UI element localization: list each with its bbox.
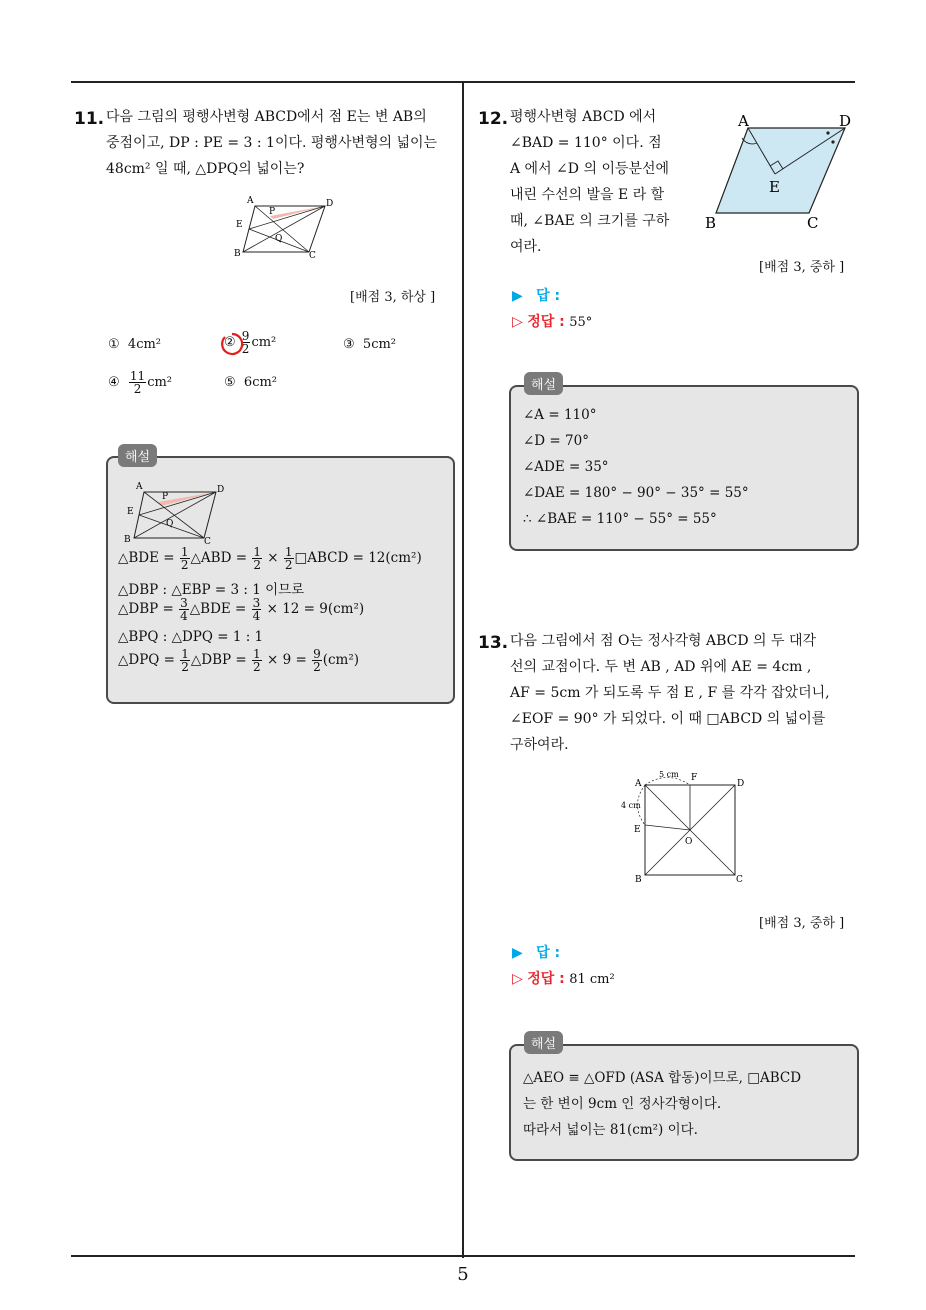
q12-line-2: ∠BAD = 110° 이다. 점 xyxy=(510,135,662,151)
q11-solution-box xyxy=(106,456,455,704)
answer-label: 답 : xyxy=(536,288,561,304)
q12-sol-line-2: ∠D = 70° xyxy=(523,433,589,449)
q11-fig-label-q: Q xyxy=(275,234,283,244)
option-mark: ⑤ xyxy=(224,375,236,390)
option-mark: ③ xyxy=(343,337,355,352)
q11-sol-fig-label-q: Q xyxy=(166,519,174,529)
question-13-text xyxy=(510,628,830,758)
q12-sol-line-1: ∠A = 110° xyxy=(523,407,597,423)
q11-fig-label-a: A xyxy=(247,196,254,206)
q11-option-4[interactable] xyxy=(108,370,172,395)
q11-solution-figure xyxy=(116,480,228,544)
option-unit: cm² xyxy=(251,335,277,350)
q12-fig-label-e: E xyxy=(769,178,780,196)
correct-arrow-icon: ▷ xyxy=(512,314,523,330)
q12-line-6: 여라. xyxy=(510,239,542,255)
q11-fig-label-e: E xyxy=(236,220,243,230)
q12-solution-tag: 해설 xyxy=(524,372,563,395)
column-divider xyxy=(462,83,464,1258)
q13-line-3: AF = 5cm 가 되도록 두 점 E , F 를 각각 잡았더니, xyxy=(510,685,830,701)
answer-label: 답 : xyxy=(536,945,561,961)
q13-figure xyxy=(618,768,752,886)
question-11-text xyxy=(106,104,437,182)
q11-fig-label-p: P xyxy=(269,207,276,217)
question-12-text xyxy=(510,104,669,260)
q13-fig-label-e: E xyxy=(634,825,641,835)
option-mark: ① xyxy=(108,337,120,352)
q13-fig-label-af: 5 cm xyxy=(659,770,679,779)
q13-fig-label-b: B xyxy=(635,875,642,885)
q12-sol-line-3: ∠ADE = 35° xyxy=(523,459,609,475)
q11-solution-tag: 해설 xyxy=(118,444,157,467)
q12-fig-label-c: C xyxy=(807,214,819,232)
q12-correct-row xyxy=(512,311,592,331)
option-value: 6cm² xyxy=(243,375,278,390)
q11-sol-fig-label-a: A xyxy=(136,482,143,492)
q11-line-1: 다음 그림의 평행사변형 ABCD에서 점 E는 변 AB의 xyxy=(106,109,427,125)
q12-answer-row xyxy=(512,285,560,305)
q12-sol-line-4: ∠DAE = 180° − 90° − 35° = 55° xyxy=(523,485,749,501)
q11-score: [배점 3, 하상 ] xyxy=(350,290,436,305)
q12-fig-label-a: A xyxy=(738,112,749,130)
q13-sol-line-3: 따라서 넓이는 81(cm²) 이다. xyxy=(523,1122,698,1138)
q12-line-5: 때, ∠BAE 의 크기를 구하 xyxy=(510,213,670,229)
q12-fig-label-d: D xyxy=(839,112,852,130)
q11-option-2[interactable] xyxy=(224,330,276,355)
q12-figure xyxy=(700,112,860,234)
page-number: 5 xyxy=(457,1264,469,1285)
q11-line-3: 48cm² 일 때, △DPQ의 넓이는? xyxy=(106,161,305,177)
q12-score: [배점 3, 중하 ] xyxy=(759,260,845,275)
q12-fig-label-b: B xyxy=(705,214,717,232)
q11-sol-fig-label-c: C xyxy=(204,537,211,544)
q11-sol-line-2: △DBP : △EBP = 3 : 1 이므로 xyxy=(118,582,305,598)
q11-sol-fig-label-p: P xyxy=(162,492,169,502)
q11-sol-fig-label-e: E xyxy=(127,507,134,517)
answer-arrow-icon: ▶ xyxy=(512,945,523,961)
q13-line-2: 선의 교점이다. 두 변 AB , AD 위에 AE = 4cm , xyxy=(510,659,812,675)
q12-line-3: A 에서 ∠D 의 이등분선에 xyxy=(510,161,670,177)
q11-option-1[interactable] xyxy=(108,337,161,352)
q11-sol-line-1: △BDE = $\frac{1}{2}$ △ABD = $\frac{1}{2}$ × $\frac{1}{2}$ □ABCD = 12(cm²) xyxy=(118,545,422,572)
q11-figure xyxy=(225,194,337,260)
q13-line-1: 다음 그림에서 점 O는 정사각형 ABCD 의 두 대각 xyxy=(510,633,817,649)
selected-circle-icon xyxy=(219,331,245,357)
q13-fig-label-o: O xyxy=(685,837,693,847)
question-11-number: 11. xyxy=(74,109,105,129)
question-13-number: 13. xyxy=(478,633,509,653)
q11-sol-line-5: △DPQ = $\frac{1}{2}$ △DBP = $\frac{1}{2}$ × 9 = $\frac{9}{2}$ (cm²) xyxy=(118,647,360,674)
q12-line-1: 평행사변형 ABCD 에서 xyxy=(510,109,657,125)
q11-sol-fig-label-d: D xyxy=(217,485,225,495)
q13-solution-box xyxy=(509,1044,859,1161)
correct-value: 55° xyxy=(569,315,593,330)
q13-score: [배점 3, 중하 ] xyxy=(759,916,845,931)
option-value: 5cm² xyxy=(362,337,397,352)
q13-fig-label-f: F xyxy=(691,773,698,783)
q13-fig-label-d: D xyxy=(737,779,745,789)
correct-label: 정답 : xyxy=(527,314,565,330)
q11-option-3[interactable] xyxy=(343,337,396,352)
q11-sol-fig-label-b: B xyxy=(124,535,131,544)
correct-arrow-icon: ▷ xyxy=(512,971,523,987)
q13-line-4: ∠EOF = 90° 가 되었다. 이 때 □ABCD 의 넓이를 xyxy=(510,711,826,727)
q11-line-2: 중점이고, DP : PE = 3 : 1이다. 평행사변형의 넓이는 xyxy=(106,135,438,151)
q13-answer-row xyxy=(512,942,560,962)
option-unit: cm² xyxy=(147,375,173,390)
q13-correct-row xyxy=(512,968,615,988)
q12-sol-line-5: ∴ ∠BAE = 110° − 55° = 55° xyxy=(523,511,717,527)
q11-fig-label-b: B xyxy=(234,249,241,259)
q13-fig-label-ae: 4 cm xyxy=(621,801,641,810)
q13-sol-line-1: △AEO ≡ △OFD (ASA 합동)이므로, □ABCD xyxy=(523,1070,802,1086)
option-value: 4cm² xyxy=(127,337,162,352)
q13-solution-tag: 해설 xyxy=(524,1031,563,1054)
correct-label: 정답 : xyxy=(527,971,565,987)
q11-fig-label-d: D xyxy=(326,199,334,209)
q12-line-4: 내린 수선의 발을 E 라 할 xyxy=(510,187,665,203)
question-12-number: 12. xyxy=(478,109,509,129)
correct-value: 81 cm² xyxy=(569,972,615,987)
q12-solution-box xyxy=(509,385,859,551)
q11-fig-label-c: C xyxy=(309,251,316,260)
option-fraction: $\frac{9}{2}$ xyxy=(241,329,250,356)
q13-fig-label-a: A xyxy=(635,779,642,789)
q11-sol-line-4: △BPQ : △DPQ = 1 : 1 xyxy=(118,629,264,645)
q11-option-5[interactable] xyxy=(224,375,277,390)
option-mark: ② xyxy=(224,335,236,350)
q13-fig-label-c: C xyxy=(736,875,743,885)
answer-arrow-icon: ▶ xyxy=(512,288,523,304)
option-fraction: $\frac{11}{2}$ xyxy=(129,369,146,396)
q13-line-5: 구하여라. xyxy=(510,737,569,753)
q11-sol-line-3: △DBP = $\frac{3}{4}$ △BDE = $\frac{3}{4}$ × 12 = 9(cm²) xyxy=(118,596,365,623)
q13-sol-line-2: 는 한 변이 9cm 인 정사각형이다. xyxy=(523,1096,722,1112)
option-mark: ④ xyxy=(108,375,120,390)
